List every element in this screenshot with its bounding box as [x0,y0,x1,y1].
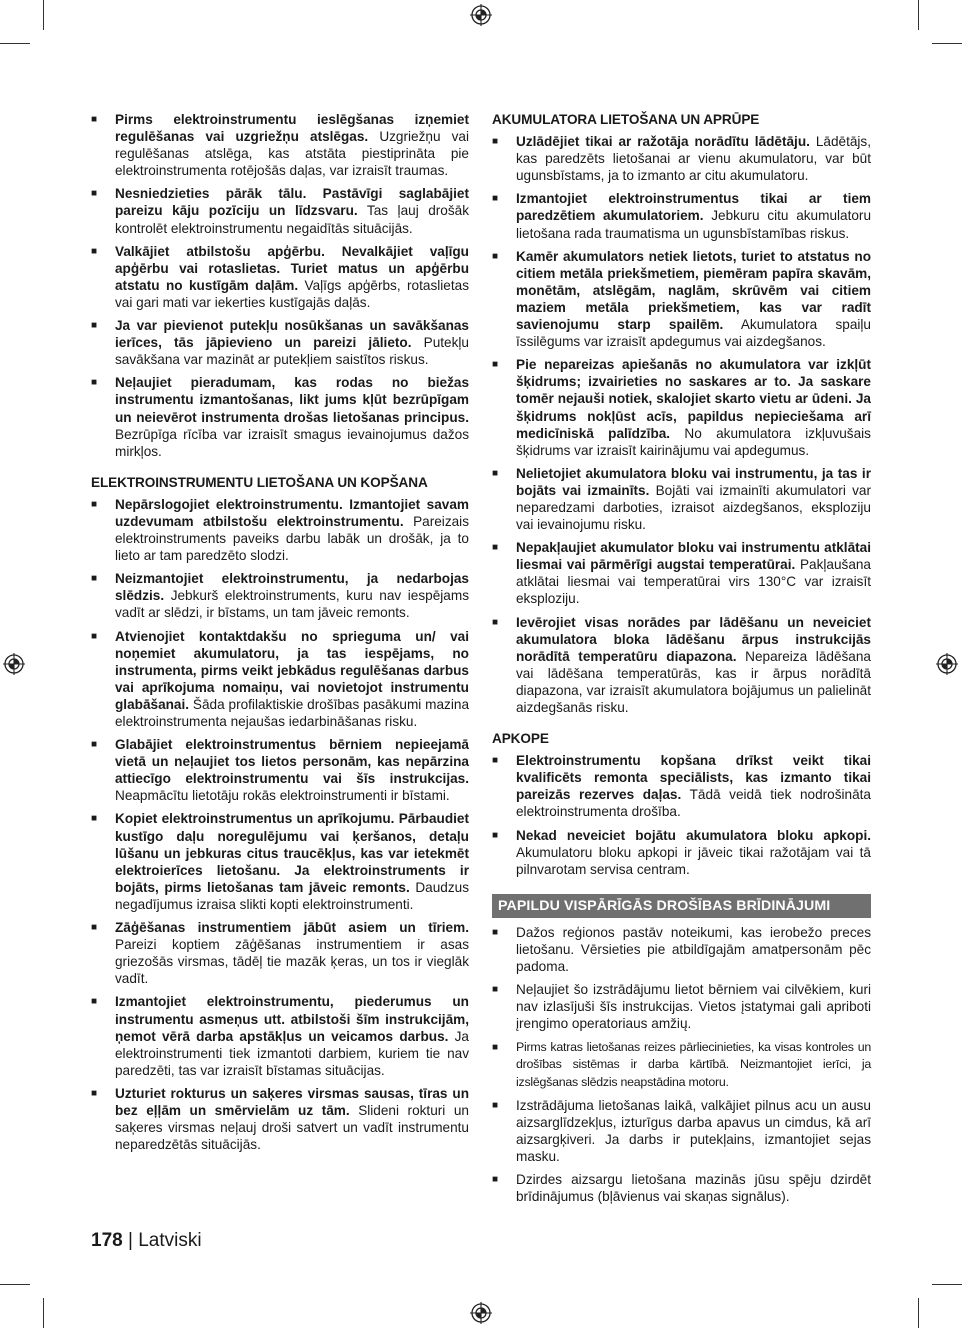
item-text: Vaļīgs apģērbs, rotaslietas vai gari mati var iekerties kustīgajās daļās. [115,277,469,310]
crop-mark [0,1284,30,1285]
section-heading: AKUMULATORA LIETOŠANA UN APRŪPE [492,112,760,127]
item-bold-text: Zāģēšanas instrumentiem jābūt asiem un tīriem. [115,920,469,936]
square-bullet-icon: ■ [492,193,499,205]
list-item [91,185,469,236]
list-item [492,356,871,459]
item-bold-text: Nekad neveiciet bojātu akumulatora bloku apkopi. [516,827,871,843]
item-bold-text: Valkājiet atbilstošu apģērbu. Nevalkājiet vaļīgu apģērbu vai rotaslietas. Turiet matus un apģērbu atstatu no kustīgām daļām. [115,243,469,293]
list-item [492,1171,871,1205]
list-item [492,981,871,1032]
list-item [492,539,871,607]
list-item [492,465,871,533]
list-item [91,496,469,564]
item-bold-text: Glabājiet elektroinstrumentus bērniem nepieejamā vietā un neļaujiet tos lietos personām, kas nepārzina attiecīgo elektroinstrumentu vai šīs instrukcijas. [115,737,469,787]
item-bold-text: Elektroinstrumentu kopšana drīkst veikt tikai kvalificēts remonta speciālists, kas izmanto tikai pareizās rezerves daļas. [516,753,871,803]
crop-mark [918,0,919,30]
item-text: Pirms katras lietošanas reizes pārliecinieties, ka visas kontroles un drošības sistēmas ir darba kārtībā. Neizmantojiet ierīci, ja izslēgšanas slēdzis neapstādina motoru. [516,1039,871,1089]
item-text: Pareizais elektroinstruments paveiks darbu labāk un drošāk, ja to lieto ar tam paredzēto slodzi. [115,513,469,564]
item-bold-text: Pirms elektroinstrumentu ieslēgšanas izņemiet regulēšanas vai uzgriežņu atslēgas. [115,112,469,145]
footer-language: Latviski [138,1230,202,1251]
list-item [492,827,871,878]
square-bullet-icon: ■ [91,739,98,751]
square-bullet-icon: ■ [492,984,499,996]
item-text: Šāda profilaktiskie drošības pasākumi mazina elektroinstrumenta nejaušas iedarbināšanas risku. [115,696,469,729]
list-item [91,243,469,311]
crop-mark [43,1298,44,1328]
list-item [492,1097,871,1165]
item-bold-text: Nelietojiet akumulatora bloku vai instrumentu, ja tas ir bojāts vai izmainīts. [516,465,871,498]
list-item [91,111,469,179]
square-bullet-icon: ■ [492,926,499,938]
list-item [91,317,469,368]
crop-mark [932,43,962,44]
list-item [492,614,871,717]
item-text: Izstrādājuma lietošanas laikā, valkājiet pilnus acu un ausu aizsarglīdzekļus, izturīgus darba apavus un cimdus, kā arī aizsargķiveri. Ja darbs ir putekļains, izmantojiet sejas masku. [516,1098,871,1165]
list-item [492,133,871,184]
square-bullet-icon: ■ [492,1174,499,1186]
square-bullet-icon: ■ [492,136,499,148]
list-item [91,628,469,731]
section-heading: APKOPE [492,731,549,747]
item-bold-text: Uzturiet rokturus un saķeres virsmas sausas, tīras un bez eļļām un smērvielām uz tām. [115,1085,469,1118]
item-text: Dažos reģionos pastāv noteikumi, kas ierobežo preces lietošanu. Vērsieties pie atbildīgajām amatpersonām pēc padoma. [516,924,871,975]
item-text: Daudzus negadījumus izraisa slikti kopti elektroinstrumenti. [115,879,469,912]
square-bullet-icon: ■ [492,829,499,841]
item-text: Dzirdes aizsargu lietošana mazinās jūsu spēju dzirdēt brīdinājumus (bļāvienus vai skaņas signālus). [516,1172,871,1205]
left-column [91,111,469,1159]
footer-separator: | [122,1230,139,1251]
registration-mark-icon [469,1301,493,1325]
square-bullet-icon: ■ [91,996,98,1008]
item-bold-text: Neļaujiet pieradumam, kas rodas no biežas instrumentu izmantošanas, likt jums kļūt bezrūpīgam un neievērot instrumenta drošas lietošanas principus. [115,375,469,425]
item-text: Slideni rokturi un saķeres virsmas neļauj droši satvert un vadīt instrumentu neparedzētās situācijās. [115,1102,469,1153]
registration-mark-icon [935,652,959,676]
item-bold-text: Ievērojiet visas norādes par lādēšanu un neveiciet akumulatora bloka lādēšanu ārpus instrukcijās norādītā temperatūru diapazona. [516,614,871,664]
item-text: Pareizi koptiem zāģēšanas instrumentiem ir asas griezošās virsmas, tādēļ tie mazāk ķeras, un tos ir vieglāk vadīt. [115,937,469,987]
item-text: Jebkuru citu akumulatoru lietošana rada traumatisma un ugunsbīstamības riskus. [516,208,872,241]
item-text: Jebkurš elektroinstruments, kuru nav iespējams vadīt ar slēdzi, ir bīstams, un tam jāveic remonts. [115,588,469,621]
item-text: Tas ļauj drošāk kontrolēt elektroinstrumentu negaidītās situācijās. [115,203,470,236]
list-item [91,1085,469,1153]
list-item [91,919,469,987]
crop-mark [0,43,30,44]
item-text: Ja elektroinstrumenti tiek izmantoti darbiem, kuriem tie nav paredzēti, tas var izraisīt bīstamas situācijas. [115,1028,469,1078]
item-bold-text: Nesniedzieties pārāk tālu. Pastāvīgi saglabājiet pareizu kāju pozīciju un līdzsvaru. [115,186,469,219]
square-bullet-icon: ■ [91,813,98,825]
left-list-b [91,496,469,1153]
item-bold-text: Nepakļaujiet akumulator bloku vai instrumentu atklātai liesmai vai pārmērīgi augstai temperatūrai. [516,540,871,573]
crop-mark [43,0,44,30]
square-bullet-icon: ■ [91,114,98,125]
list-item [91,736,469,804]
right-list-3 [492,924,871,1206]
item-text: Akumulatoru bloku apkopi ir jāveic tikai ražotājam vai tā pilnvarotam servisa centram. [516,844,871,877]
square-bullet-icon: ■ [492,1100,499,1111]
square-bullet-icon: ■ [91,630,98,642]
square-bullet-icon: ■ [91,922,98,934]
list-item [91,993,469,1078]
square-bullet-icon: ■ [492,1041,498,1053]
item-text: Lādētājs, kas paredzēts lietošanai ar vienu akumulatoru, var būt ugunsbīstams, ja to izmanto ar citu akumulatoru. [516,134,871,184]
list-item [91,374,469,459]
square-bullet-icon: ■ [91,188,98,200]
item-bold-text: Kamēr akumulators netiek lietots, turiet to atstatus no citiem metāla priekšmetiem, piemēram papīra skavām, monētām, atslēgām, naglām, skrūvēm vai citiem maziem metāla priekšmetiem, kas var radīt savienojumu starp spailēm. [516,248,871,333]
right-list-1 [492,133,871,716]
square-bullet-icon: ■ [91,245,98,257]
item-bold-text: Neizmantojiet elektroinstrumentu, ja nedarbojas slēdzis. [115,571,469,604]
item-text: Pakļaušana atklātai liesmai vai temperatūrai virs 130°C var izraisīt eksploziju. [516,557,871,607]
crop-mark [918,1298,919,1328]
page-footer [91,1230,202,1252]
list-item [91,570,469,621]
item-text: Tādā veidā tiek nodrošināta elektroinstrumenta drošība. [516,787,871,820]
square-bullet-icon: ■ [492,616,499,628]
list-item [492,924,871,975]
item-text: Neapmācītu lietotāju rokās elektroinstrumenti ir bīstami. [115,788,450,804]
square-bullet-icon: ■ [91,320,98,332]
right-column [492,111,871,1212]
right-list-2 [492,752,871,878]
item-text: Nepareiza lādēšana vai lādēšana temperatūrās, kas ir ārpus norādītā diapazona, var izraisīt akumulatora bojājumus un palielināt aizdegšanās risku. [516,648,871,715]
item-text: Akumulatora spaiļu īssilēgums var izraisīt apdegumus vai aizdegšanos. [516,317,871,350]
square-bullet-icon: ■ [492,542,499,554]
registration-mark-icon [469,3,493,27]
page-number: 178 [91,1230,123,1251]
square-bullet-icon: ■ [492,250,499,262]
item-text: Neļaujiet šo izstrādājumu lietot bērniem vai cilvēkiem, kuri nav izlasījuši šīs instrukcijas. Vietos įstatymai gali apriboti įrengimo operatoriaus amžių. [516,982,871,1032]
list-item [492,248,871,351]
list-item [492,1039,871,1092]
square-bullet-icon: ■ [91,377,98,389]
item-text: Bezrūpīga rīcība var izraisīt smagus ievainojumus dažos mirkļos. [115,426,469,459]
item-bold-text: Nepārslogojiet elektroinstrumentu. Izmantojiet savam uzdevumam atbilstošu elektroinstrumentu. [115,496,469,529]
left-list-a [91,111,469,460]
square-bullet-icon: ■ [91,573,98,585]
section-heading: ELEKTROINSTRUMENTU LIETOŠANA UN KOPŠANA [91,474,428,490]
item-text: Uzgriežņu vai regulēšanas atslēga, kas atstāta piestiprināta pie elektroinstrumenta rotējošās daļas, var izraisīt traumas. [115,129,470,179]
item-text: Putekļu savākšana var mazināt ar putekļiem saistītos riskus. [115,335,469,368]
registration-mark-icon [2,652,26,676]
item-text: Bojāti vai izmainīti akumulatori var neparedzami darboties, izraisot aizdegšanos, eksploziju vai ievainojumu risku. [516,482,871,533]
square-bullet-icon: ■ [492,359,499,371]
list-item [492,752,871,820]
crop-mark [932,1284,962,1285]
square-bullet-icon: ■ [91,1087,98,1099]
item-bold-text: Ja var pievienot putekļu nosūkšanas un savākšanas ierīces, tās jāpievieno un pareizi jālieto. [115,318,469,351]
item-bold-text: Kopiet elektroinstrumentus un aprīkojumu. Pārbaudiet kustīgo daļu noregulējumu vai ķeršanos, detaļu lūšanu un jebkuras citus traucēkļus, kas var ietekmēt elektroierīces lietošanu. Ja elektroinstruments ir bojāts, pirms lietošanas tam jāveic remonts. [115,811,469,895]
square-bullet-icon: ■ [492,755,499,767]
list-item [91,810,469,913]
section-banner: PAPILDU VISPĀRĪGĀS DROŠĪBAS BRĪDINĀJUMI [492,894,871,918]
item-bold-text: Izmantojiet elektroinstrumentu, piederumus un instrumentu asmeņus utt. atbilstoši šīm instrukcijām, ņemot vērā darba apstākļus un veicamos darbus. [115,994,469,1044]
item-text: No akumulatora izkļuvušais šķidrums var izraisīt kairinājumu vai apdegumus. [516,425,871,458]
square-bullet-icon: ■ [492,467,499,479]
item-bold-text: Pie nepareizas apiešanās no akumulatora var izkļūt šķidrums; izvairieties no saskares ar to. Ja saskare tomēr nejauši notiek, skalojiet skarto vietu ar ūdeni. Ja šķidrums nokļūst acīs, papildus nepieciešama arī medicīniskā palīdzība. [516,357,871,441]
item-bold-text: Izmantojiet elektroinstrumentus tikai ar tiem paredzētiem akumulatoriem. [516,191,871,224]
list-item [492,190,871,241]
item-bold-text: Uzlādējiet tikai ar ražotāja norādītu lādētāju. [516,134,810,150]
item-bold-text: Atvienojiet kontaktdakšu no sprieguma un/ vai noņemiet akumulatoru, ja tas iespējams, no instrumenta, pirms veikt jebkādus regulēšanas darbus vai aprīkojuma nomaiņu, vai novietojot instrumentu glabāšanai. [115,628,469,712]
square-bullet-icon: ■ [91,498,98,510]
